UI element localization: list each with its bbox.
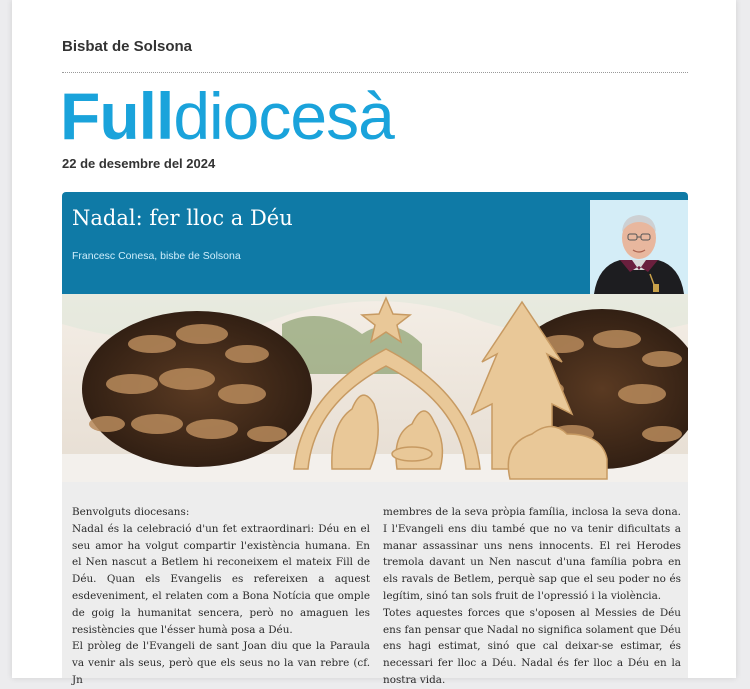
article-byline: Francesc Conesa, bisbe de Solsona	[72, 250, 241, 262]
body-paragraph: Totes aquestes forces que s'oposen al Messies de Déu ens fan pensar que Nadal no significa solament que Déu ens hagi estimat, sinó que cal deixar-se estimar, és necessari fer lloc a Déu. Nadal és fer lloc a Déu en la nostra vida.	[383, 606, 681, 686]
masthead-logo	[60, 80, 394, 152]
issue-date: 22 de desembre del 2024	[62, 156, 216, 171]
body-paragraph: Nadal és la celebració d'un fet extraordinari: Déu en el seu amor ha volgut compartir l'existència humana. En el Nen nascut a Betlem hi reconeixem el mateix Fill de Déu. Quan els Evangelis es refereixen a aquest esdeveniment, el relaten com a Bona Notícia que omple de goig la humanitat sencera, però no amaguen les resistències que l'ésser humà posa a Déu.	[72, 522, 370, 636]
masthead-full: Full	[60, 79, 174, 153]
newsletter-page	[12, 0, 736, 686]
masthead-diocesa: diocesà	[173, 79, 394, 153]
publisher-name: Bisbat de Solsona	[62, 38, 193, 55]
article-column-2	[383, 504, 681, 689]
article-column-1	[72, 504, 370, 689]
header-divider	[62, 72, 688, 73]
bishop-portrait	[590, 200, 688, 294]
body-paragraph: membres de la seva pròpia família, inclosa la seva dona. I l'Evangeli ens diu també que no va tenir dificultats a manar assassinar uns nens innocents. El rei Herodes tremola davant un Nen nascut d'una família pobra en els ravals de Betlem, perquè sap que el seu poder no és legítim, sinó tan sols fruit de l'opressió i la violència.	[383, 506, 681, 602]
article-body	[62, 482, 688, 686]
nativity-photo	[62, 294, 688, 482]
body-paragraph: El pròleg de l'Evangeli de sant Joan diu que la Paraula va venir als seus, però que els seus no la van rebre (cf. Jn	[72, 640, 370, 686]
article-banner	[62, 192, 688, 294]
article-title: Nadal: fer lloc a Déu	[72, 206, 293, 230]
greeting-paragraph: Benvolguts diocesans:	[72, 506, 190, 518]
